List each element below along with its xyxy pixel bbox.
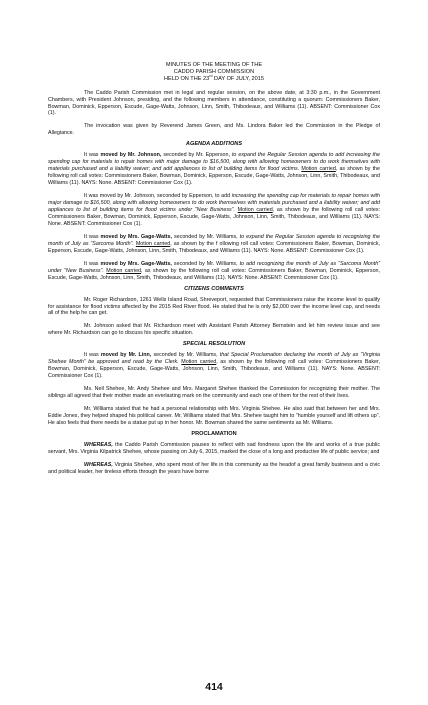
williams-remarks: Mr. Williams stated that he had a personal relationship with Mrs. Virginia Shehee. He also said that between her and Mrs. Eddie Jones, they helped shaped his political career. Mr. Williams stated that Mrs. Shehee taught him to “humble yourself and lift others up”. He also feels that there needs be a statue put up in her honor. Mr. Bowman shared the same sentiments as Mr. Williams. bbox=[48, 406, 380, 426]
whereas-paragraph-1: WHEREAS, the Caddo Parish Commission pauses to reflect with sad fondness upon the life and works of a true public servant, Mrs. Virginia Kilpatrick Shehee, whose passing on July 6, 2015, marked the close of a long and productive life of public service; and bbox=[48, 441, 380, 455]
invocation-paragraph: The invocation was given by Reverend James Green, and Ms. Lindora Baker led the Commission in the Pledge of Allegiance. bbox=[48, 123, 380, 137]
section-proclamation: PROCLAMATION bbox=[191, 430, 237, 437]
minutes-page bbox=[48, 62, 380, 476]
section-special-resolution: SPECIAL RESOLUTION bbox=[182, 341, 246, 348]
section-citizens-comments: CITIZENS COMMENTS bbox=[184, 285, 244, 292]
section-agenda-additions: AGENDA ADDITIONS bbox=[185, 141, 243, 148]
header-line-2: CADDO PARISH COMMISSION bbox=[173, 69, 255, 76]
intro-paragraph: The Caddo Parish Commission met in legal and regular session, on the above date, at 3:30 p.m., in the Government Chambers, with President Johnson, presiding, and the following members in attendance, constituting a quorum: Commissioners Baker, Bowman, Dominick, Epperson, Escude, Gage-Watts, Johnson, Linn, Smith, Thibodeaux, and Williams (11). ABSENT: Commissioner Cox (1). bbox=[48, 89, 380, 117]
citizen-comment-1: Mr. Roger Richardson, 1261 Wells Island Road, Shreveport, requested that Commissioners raise the income level to qualify for assistance for flood victims affected by the 2015 Red River flood. He stated that he is only $2,000 over the income level cap, and needs all of the help he can get. bbox=[48, 296, 380, 317]
minutes-header bbox=[48, 62, 380, 84]
agenda-motion-4: It was moved by Mrs. Gage-Watts, seconded by Mr. Williams, to add recognizing the month of July as “Sarcoma Month” under “New Business”. Motion carried, as shown by the following roll call votes: Commissioners Baker, Bowman, Dominick, Epperson, Escude, Gage-Watts, Johnson, Linn, Smith, Thibodeaux, and Williams (11). NAYS: None. ABSENT: Commissioner Cox (1). bbox=[48, 260, 380, 281]
agenda-motion-2: It was moved by Mr. Johnson, seconded by Epperson, to add increasing the spending cap for materials to repair homes with major damage to $16,500, along with allowing homeowners to do work themselves with materials purchased and a liability waiver; and add appliances to list of building items for flood victims under “New Business”. Motion carried, as shown by the following roll call votes: Commissioners Baker, Bowman, Dominick, Epperson, Escude, Gage-Watts, Johnson, Linn, Smith, Thibodeaux, and Williams (11). NAYS: None. ABSENT: Commissioner Cox (1). bbox=[48, 193, 380, 227]
shehee-family-remarks: Ms. Nell Shehee, Mr. Andy Shehee and Mrs. Margaret Shehee thanked the Commission for recognizing their mother. The siblings all agreed that their mother made an everlasting mark on the community and each one of them for the rest of their lives. bbox=[48, 386, 380, 400]
agenda-motion-3: It was moved by Mrs. Gage-Watts, seconded by Mr. Williams, to expand the Regular Session agenda to recognizing the month of July as “Sarcoma Month”. Motion carried, as shown by the f ollowing roll call votes: Commissioners Baker, Bowman, Dominick, Epperson, Escude, Gage-Watts, Johnson, Linn, Smith, Thibodeaux, and Williams (11). NAYS: None. ABSENT: Commissioner Cox (1). bbox=[48, 233, 380, 254]
header-line-3: HELD ON THE 23rd DAY OF JULY, 2015 bbox=[163, 74, 264, 83]
page-number: 414 bbox=[205, 681, 223, 693]
special-resolution-motion: It was moved by Mr. Linn, seconded by Mr. Williams, that Special Proclamation declaring the month of July as “Virginia Shehee Month” be approved and read by the Clerk. Motion carried, as shown by the following roll call votes: Commissioners Baker, Bowman, Dominick, Epperson, Escude, Gage-Watts, Johnson, Linn, Smith, Thibodeaux, and Williams (11). NAYS: None. ABSENT: Commissioner Cox (1). bbox=[48, 352, 380, 380]
agenda-motion-1: It was moved by Mr. Johnson, seconded by Mr. Epperson, to expand the Regular Session agenda to add increasing the spending cap for materials to repair homes with major damage to $16,500, along with allowing homeowners to do work themselves with materials purchased and a liability waiver; and add appliances to list of building items for flood victims. Motion carried, as shown by the following roll call votes: Commissioners Baker, Bowman, Dominick, Epperson, Escude, Gage-Watts, Johnson, Linn, Smith, Thibodeaux, and Williams (11). NAYS: None. ABSENT: Commissioner Cox (1). bbox=[48, 152, 381, 187]
citizen-comment-2: Mr. Johnson asked that Mr. Richardson meet with Assistant Parish Attorney Bernstein and let him review issue and see where Mr. Richardson can go to discuss his specific situation. bbox=[48, 323, 380, 337]
whereas-paragraph-2: WHEREAS, Virginia Shehee, who spent most of her life in this community as the headof a great family business and a civic and political leader, her tireless efforts through the years have borne bbox=[48, 461, 380, 475]
header-line-1: MINUTES OF THE MEETING OF THE bbox=[165, 62, 263, 68]
